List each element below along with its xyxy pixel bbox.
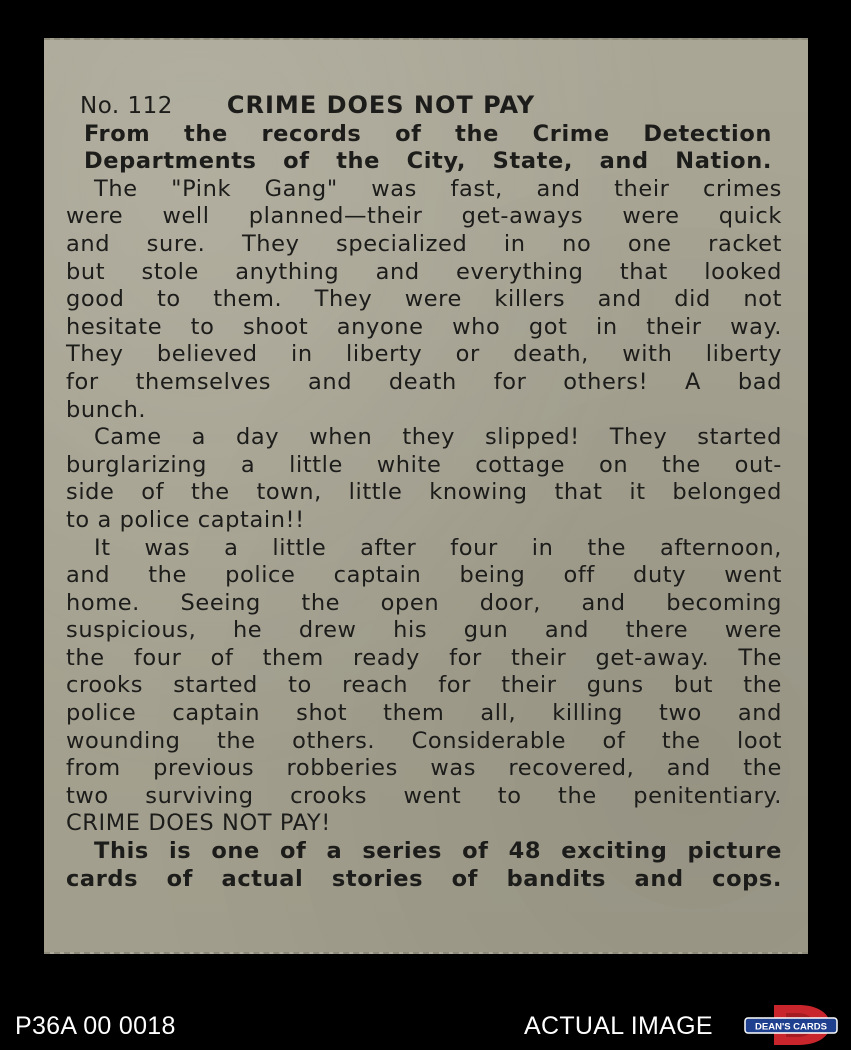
text-line: side of the town, little knowing that it belonged	[66, 479, 782, 506]
text-line: home. Seeing the open door, and becoming	[66, 589, 782, 616]
text-line: hesitate to shoot anyone who got in their way.	[66, 313, 782, 340]
card-title: CRIME DOES NOT PAY	[226, 91, 536, 119]
text-line: and the police captain being off duty went	[66, 562, 782, 589]
text-line: This is one of a series of 48 exciting picture	[94, 838, 782, 865]
text-line: to a police captain!!	[66, 506, 305, 533]
text-line: two surviving crooks went to the penitentiary.	[66, 782, 782, 809]
text-line: Came a day when they slipped! They started	[94, 424, 782, 451]
card-header	[66, 92, 782, 121]
actual-image-label: ACTUAL IMAGE	[524, 1012, 713, 1040]
text-line: bunch.	[66, 396, 147, 423]
text-line: CRIME DOES NOT PAY!	[66, 810, 331, 837]
text-line: They believed in liberty or death, with liberty	[66, 341, 782, 368]
paragraph-3	[66, 535, 782, 839]
text-line: police captain shot them all, killing two and	[66, 700, 782, 727]
text-line: good to them. They were killers and did not	[66, 286, 782, 313]
paragraph-2	[66, 424, 782, 534]
text-line: burglarizing a little white cottage on the out-	[66, 451, 782, 478]
text-line: wounding the others. Considerable of the loot	[66, 727, 782, 754]
card-back	[44, 38, 808, 954]
text-line: cards of actual stories of bandits and cops.	[66, 865, 782, 892]
card-subtitle	[66, 121, 782, 176]
text-line: crooks started to reach for their guns but the	[66, 672, 782, 699]
paragraph-1	[66, 176, 782, 424]
text-line: but stole anything and everything that looked	[66, 258, 782, 285]
text-line: and sure. They specialized in no one racket	[66, 230, 782, 257]
text-line: suspicious, he drew his gun and there were	[66, 617, 782, 644]
text-line: were well planned—their get-aways were quick	[66, 203, 782, 230]
series-note	[66, 838, 782, 893]
card-text	[66, 92, 782, 893]
deans-cards-logo	[744, 1003, 838, 1047]
text-line: for themselves and death for others! A bad	[66, 368, 782, 395]
logo-text: DEAN'S CARDS	[755, 1021, 827, 1033]
text-line: The "Pink Gang" was fast, and their crimes	[94, 175, 782, 202]
catalog-id: P36A 00 0018	[15, 1012, 176, 1040]
text-line: from previous robberies was recovered, and the	[66, 755, 782, 782]
text-line: It was a little after four in the afternoon,	[94, 534, 782, 561]
subtitle-line: From the records of the Crime Detection	[84, 120, 772, 147]
text-line: the four of them ready for their get-away. The	[66, 644, 782, 671]
card-number: No. 112	[80, 93, 173, 119]
subtitle-line: Departments of the City, State, and Nation.	[84, 148, 772, 175]
